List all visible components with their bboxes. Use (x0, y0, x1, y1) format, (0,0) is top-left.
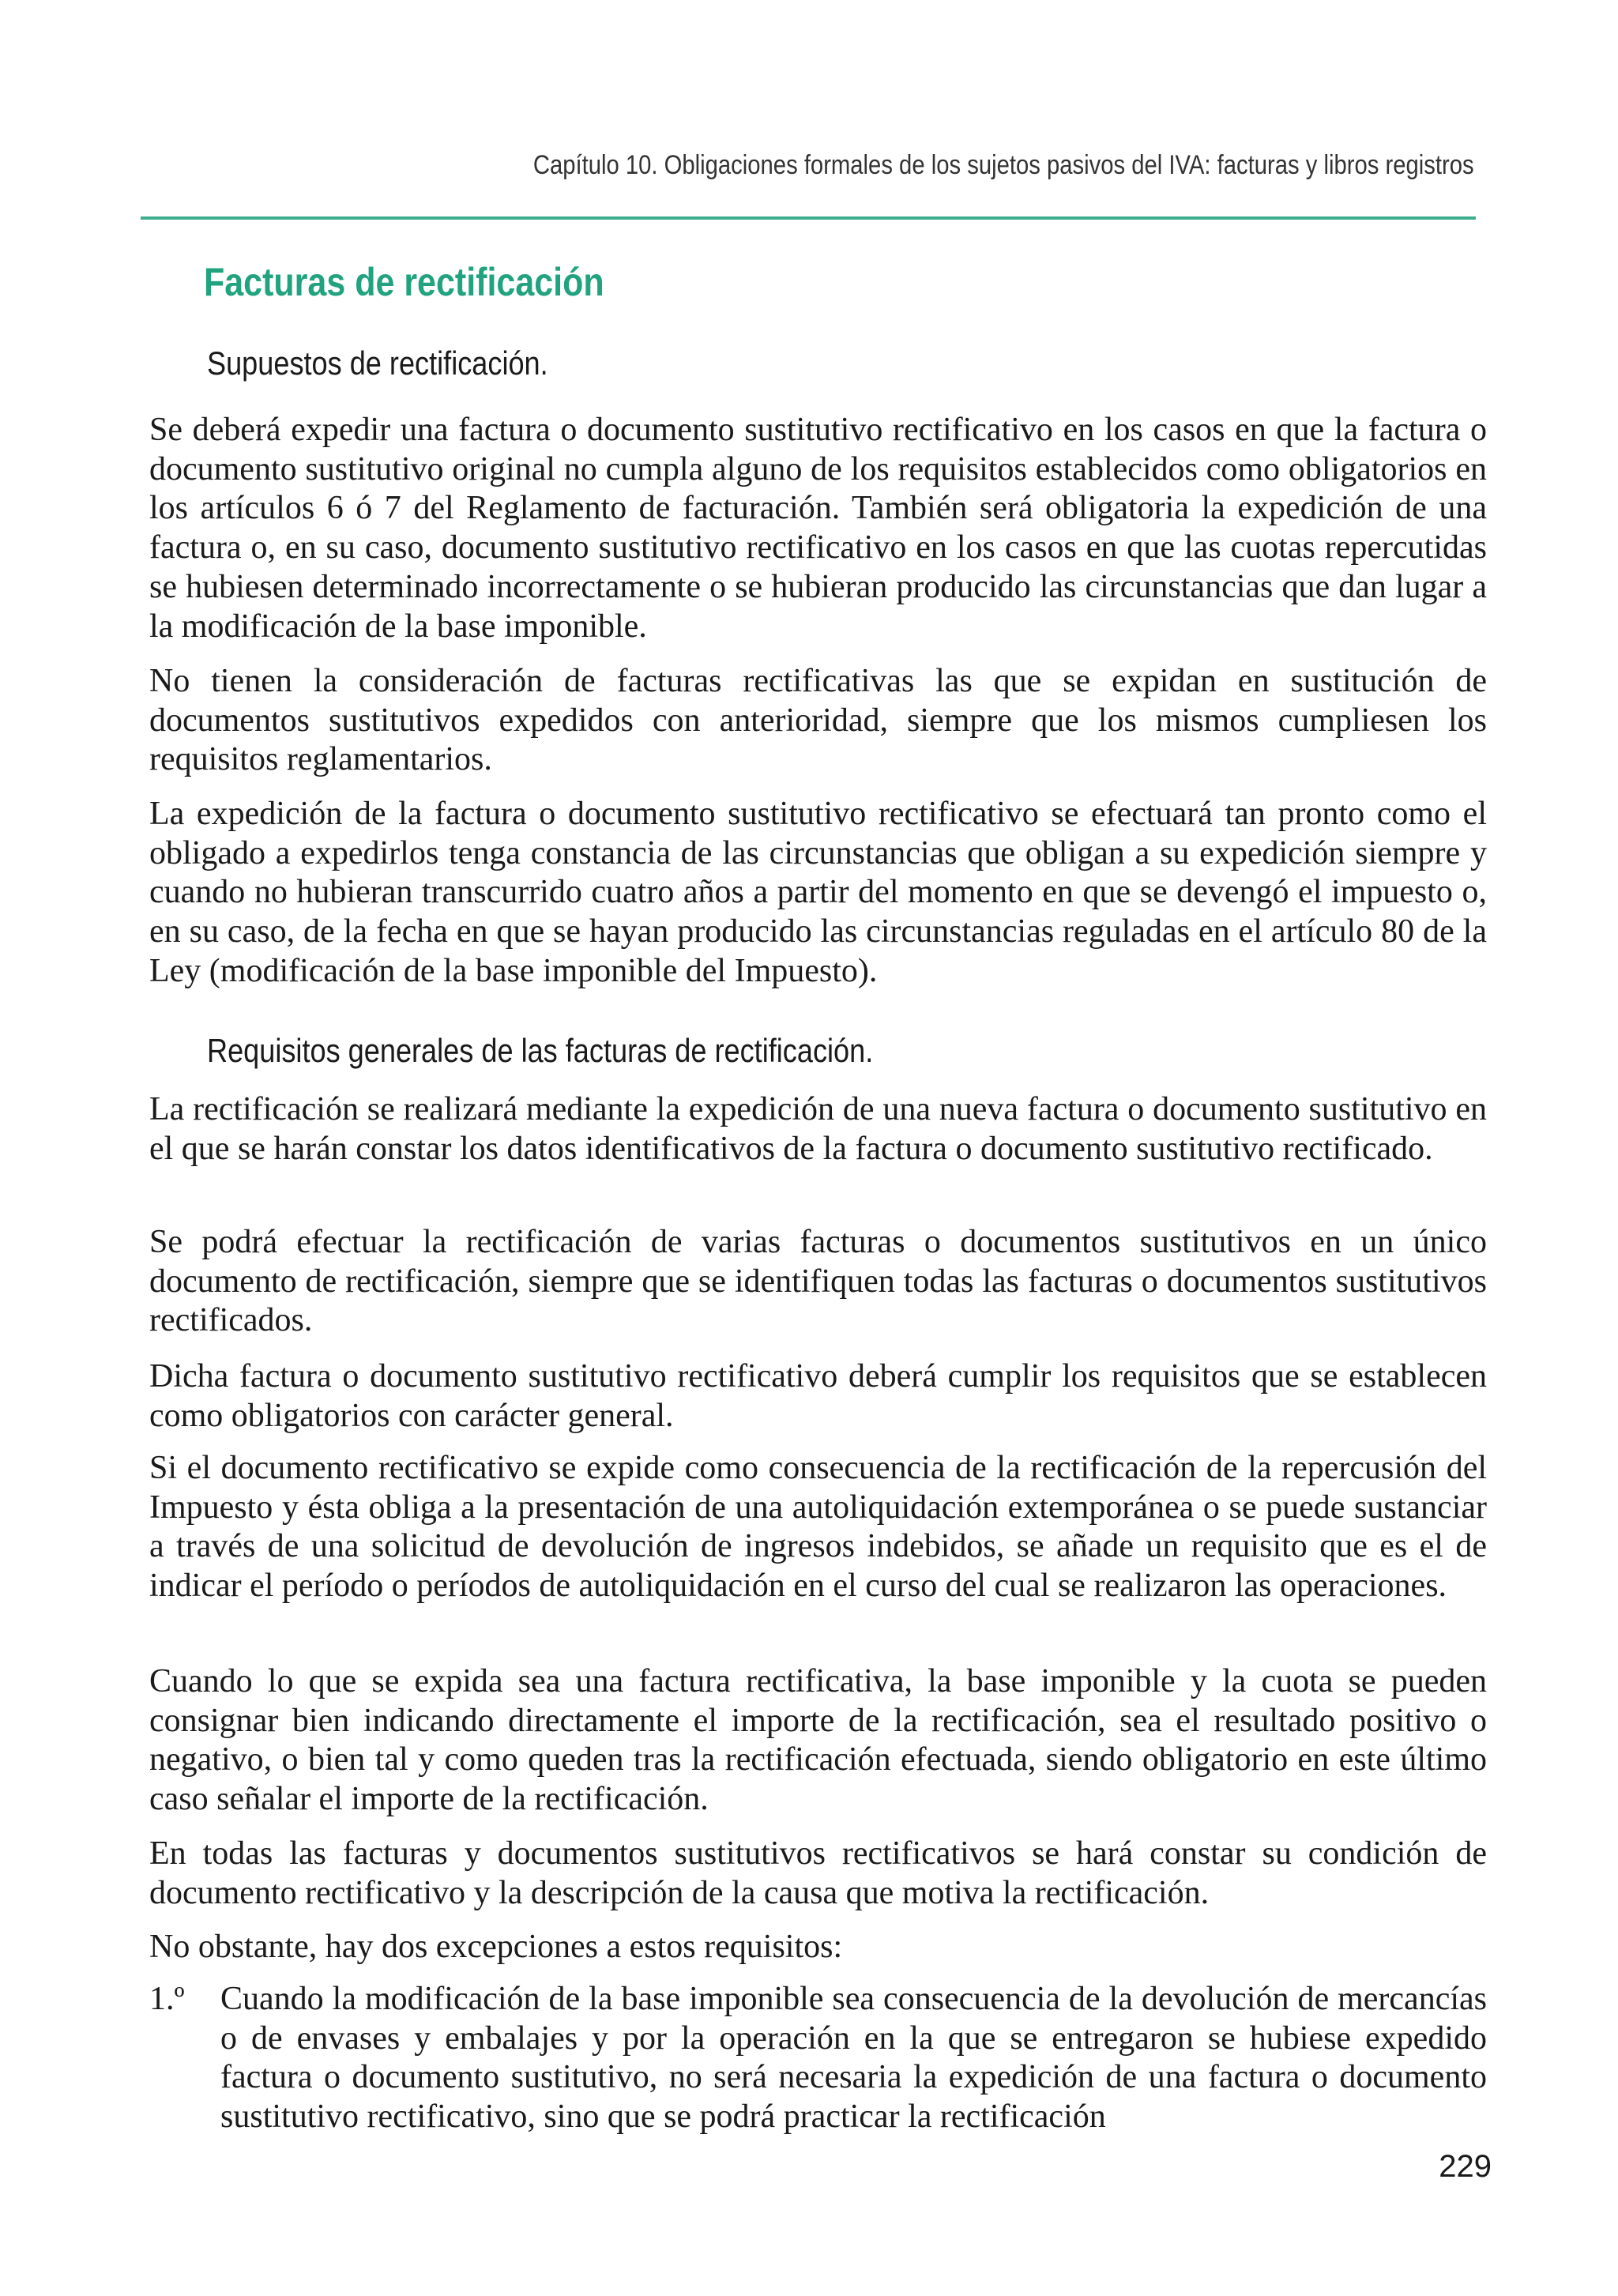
subheading-requisitos: Requisitos generales de las facturas de rectificación. (207, 1032, 874, 1069)
list-item-text: Cuando la modificación de la base imponible sea consecuencia de la devolución de mercancías o de envases y embalajes y por la operación en la que se entregaron se hubiese expedido factura o documento sustitutivo, no será necesaria la expedición de una factura o documento sustitutivo rectificativo, sino que se podrá practicar la rectificación (220, 1981, 1487, 2136)
header-rule (141, 216, 1476, 220)
paragraph-3: La expedición de la factura o documento sustitutivo rectificativo se efectuará tan pronto como el obligado a expedirlos tenga constancia de las circunstancias que obligan a su expedición siempre y cuando no hubieran transcurrido cuatro años a partir del momento en que se devengó el impuesto o, en su caso, de la fecha en que se hayan producido las circunstancias reguladas en el artículo 80 de la Ley (modificación de la base imponible del Impuesto). (149, 796, 1487, 989)
paragraph-2: No tienen la consideración de facturas rectificativas las que se expidan en sustitución de documentos sustitutivos expedidos con anterioridad, siempre que los mismos cumpliesen los requisitos reglamentarios. (149, 663, 1487, 778)
section-title: Facturas de rectificación (204, 260, 604, 304)
running-header: Capítulo 10. Obligaciones formales de los sujetos pasivos del IVA: facturas y libros registros (533, 150, 1474, 180)
paragraph-7: Si el documento rectificativo se expide como consecuencia de la rectificación de la repercusión del Impuesto y ésta obliga a la presentación de una autoliquidación extemporánea o se puede sustanciar a través de una solicitud de devolución de ingresos indebidos, se añade un requisito que es el de indicar el período o períodos de autoliquidación en el curso del cual se realizaron las operaciones. (149, 1450, 1487, 1605)
paragraph-1: Se deberá expedir una factura o documento sustitutivo rectificativo en los casos en que la factura o documento sustitutivo original no cumpla alguno de los requisitos establecidos como obligatorios en los artículos 6 ó 7 del Reglamento de facturación. También será obligatoria la expedición de una factura o, en su caso, documento sustitutivo rectificativo en los casos en que las cuotas repercutidas se hubiesen determinado incorrectamente o se hubieran producido las circunstancias que dan lugar a la modificación de la base imponible. (149, 412, 1487, 645)
subheading-supuestos: Supuestos de rectificación. (207, 344, 548, 382)
paragraph-4: La rectificación se realizará mediante la expedición de una nueva factura o documento sustitutivo en el que se harán constar los datos identificativos de la factura o documento sustitutivo rectificado. (149, 1091, 1487, 1167)
list-number: 1.º (149, 1981, 185, 2017)
paragraph-10: No obstante, hay dos excepciones a estos requisitos: (149, 1929, 843, 1965)
paragraph-5: Se podrá efectuar la rectificación de varias facturas o documentos sustitutivos en un único documento de rectificación, siempre que se identifiquen todas las facturas o documentos sustitutivos rectificados. (149, 1224, 1487, 1339)
list-item-1 (149, 1980, 1487, 2137)
paragraph-6: Dicha factura o documento sustitutivo rectificativo deberá cumplir los requisitos que se establecen como obligatorios con carácter general. (149, 1358, 1487, 1434)
paragraph-8: Cuando lo que se expida sea una factura rectificativa, la base imponible y la cuota se pueden consignar bien indicando directamente el importe de la rectificación, sea el resultado positivo o negativo, o bien tal y como queden tras la rectificación efectuada, siendo obligatorio en este último caso señalar el importe de la rectificación. (149, 1663, 1487, 1818)
paragraph-9: En todas las facturas y documentos sustitutivos rectificativos se hará constar su condición de documento rectificativo y la descripción de la causa que motiva la rectificación. (149, 1835, 1487, 1911)
page-number: 229 (1439, 2149, 1492, 2184)
